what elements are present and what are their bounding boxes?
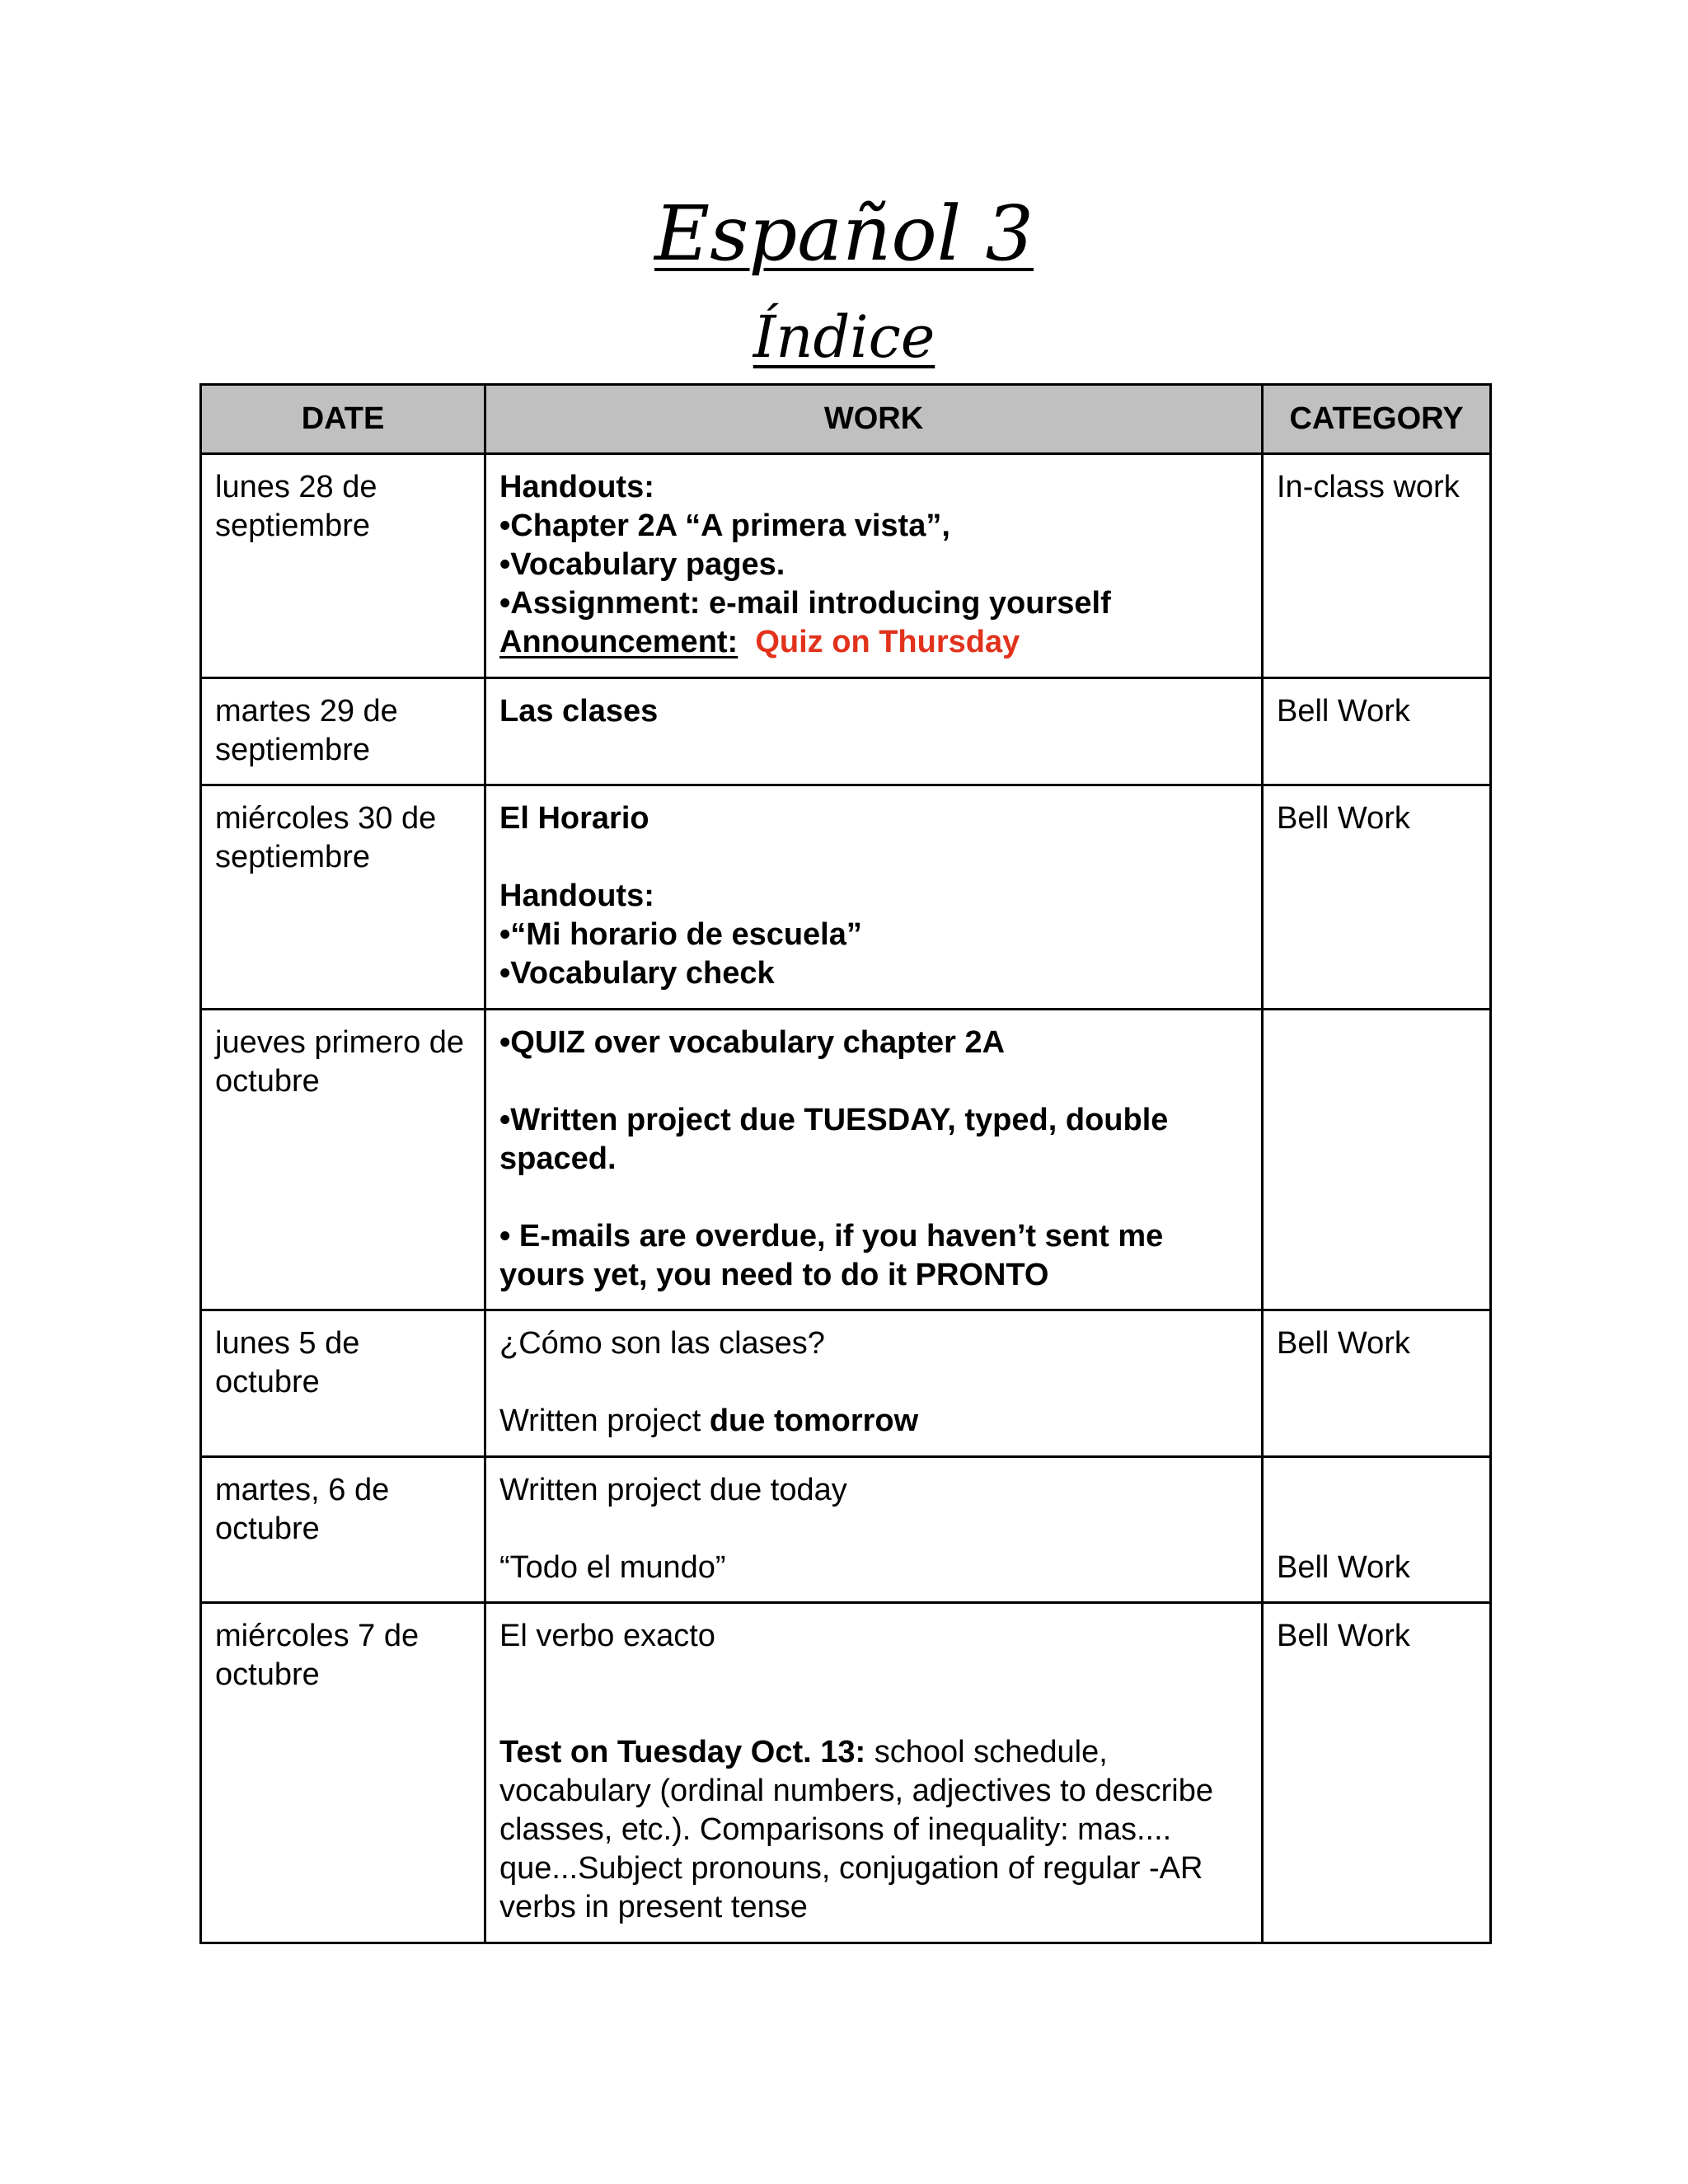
- column-header-date: DATE: [201, 385, 485, 454]
- date-cell: miércoles 7 de octubre: [201, 1603, 485, 1943]
- date-cell: jueves primero de octubre: [201, 1010, 485, 1310]
- work-line: ¿Cómo son las clases?: [499, 1326, 825, 1361]
- work-cell: [485, 1010, 1263, 1310]
- work-item: •Chapter 2A “A primera vista”,: [499, 509, 950, 543]
- column-header-work: WORK: [485, 385, 1263, 454]
- table-row: [201, 785, 1491, 1010]
- work-heading: Handouts:: [499, 470, 654, 504]
- table-row: [201, 1603, 1491, 1943]
- table-row: [201, 1310, 1491, 1457]
- announcement: [499, 623, 1248, 662]
- work-heading: Handouts:: [499, 879, 654, 913]
- index-table: [199, 383, 1492, 1944]
- table-header-row: [201, 385, 1491, 454]
- work-cell: [485, 1603, 1263, 1943]
- work-cell: [485, 785, 1263, 1010]
- work-item: •Written project due TUESDAY, typed, double spaced.: [499, 1103, 1169, 1176]
- date-cell: miércoles 30 de septiembre: [201, 785, 485, 1010]
- category-cell: Bell Work: [1263, 1603, 1491, 1943]
- page-subtitle: Índice: [753, 303, 935, 371]
- work-cell: [485, 678, 1263, 785]
- work-title: El Horario: [499, 801, 649, 836]
- work-line: “Todo el mundo”: [499, 1550, 726, 1585]
- work-cell: [485, 1457, 1263, 1603]
- work-item: •Vocabulary check: [499, 956, 775, 991]
- work-item: • E-mails are overdue, if you haven’t sent me yours yet, you need to do it PRONTO: [499, 1219, 1164, 1292]
- work-title: Las clases: [499, 694, 659, 729]
- announcement-label: Announcement:: [499, 625, 738, 659]
- table-row: [201, 454, 1491, 678]
- table-row: [201, 678, 1491, 785]
- category-cell: [1263, 1457, 1491, 1603]
- test-note: Test on Tuesday Oct. 13: school schedule, vocabulary (ordinal numbers, adjectives to describe classes, etc.). Comparisons of inequality: mas.... que...Subject pronouns, conjugation of regular -AR verbs in present tense: [499, 1735, 1213, 1924]
- table-row: [201, 1457, 1491, 1603]
- table-row: [201, 1010, 1491, 1310]
- category-cell: Bell Work: [1263, 678, 1491, 785]
- announcement-text: Quiz on Thursday: [755, 625, 1020, 659]
- category-cell: Bell Work: [1263, 1310, 1491, 1457]
- category-cell: [1263, 1010, 1491, 1310]
- date-cell: martes 29 de septiembre: [201, 678, 485, 785]
- date-cell: lunes 5 de octubre: [201, 1310, 485, 1457]
- work-item: •Vocabulary pages.: [499, 547, 785, 582]
- work-cell: [485, 1310, 1263, 1457]
- category-cell: In-class work: [1263, 454, 1491, 678]
- work-item: •“Mi horario de escuela”: [499, 917, 862, 952]
- category-cell: Bell Work: [1263, 785, 1491, 1010]
- work-item: •QUIZ over vocabulary chapter 2A: [499, 1025, 1006, 1060]
- work-line: El verbo exacto: [499, 1619, 715, 1653]
- work-line: Written project due today: [499, 1473, 847, 1507]
- work-item: •Assignment: e-mail introducing yourself: [499, 586, 1111, 621]
- work-cell: [485, 454, 1263, 678]
- date-cell: martes, 6 de octubre: [201, 1457, 485, 1603]
- date-cell: lunes 28 de septiembre: [201, 454, 485, 678]
- page-title: Español 3: [654, 190, 1034, 278]
- category-label: Bell Work: [1277, 1550, 1410, 1585]
- column-header-category: CATEGORY: [1263, 385, 1491, 454]
- work-line: Written project due tomorrow: [499, 1404, 919, 1438]
